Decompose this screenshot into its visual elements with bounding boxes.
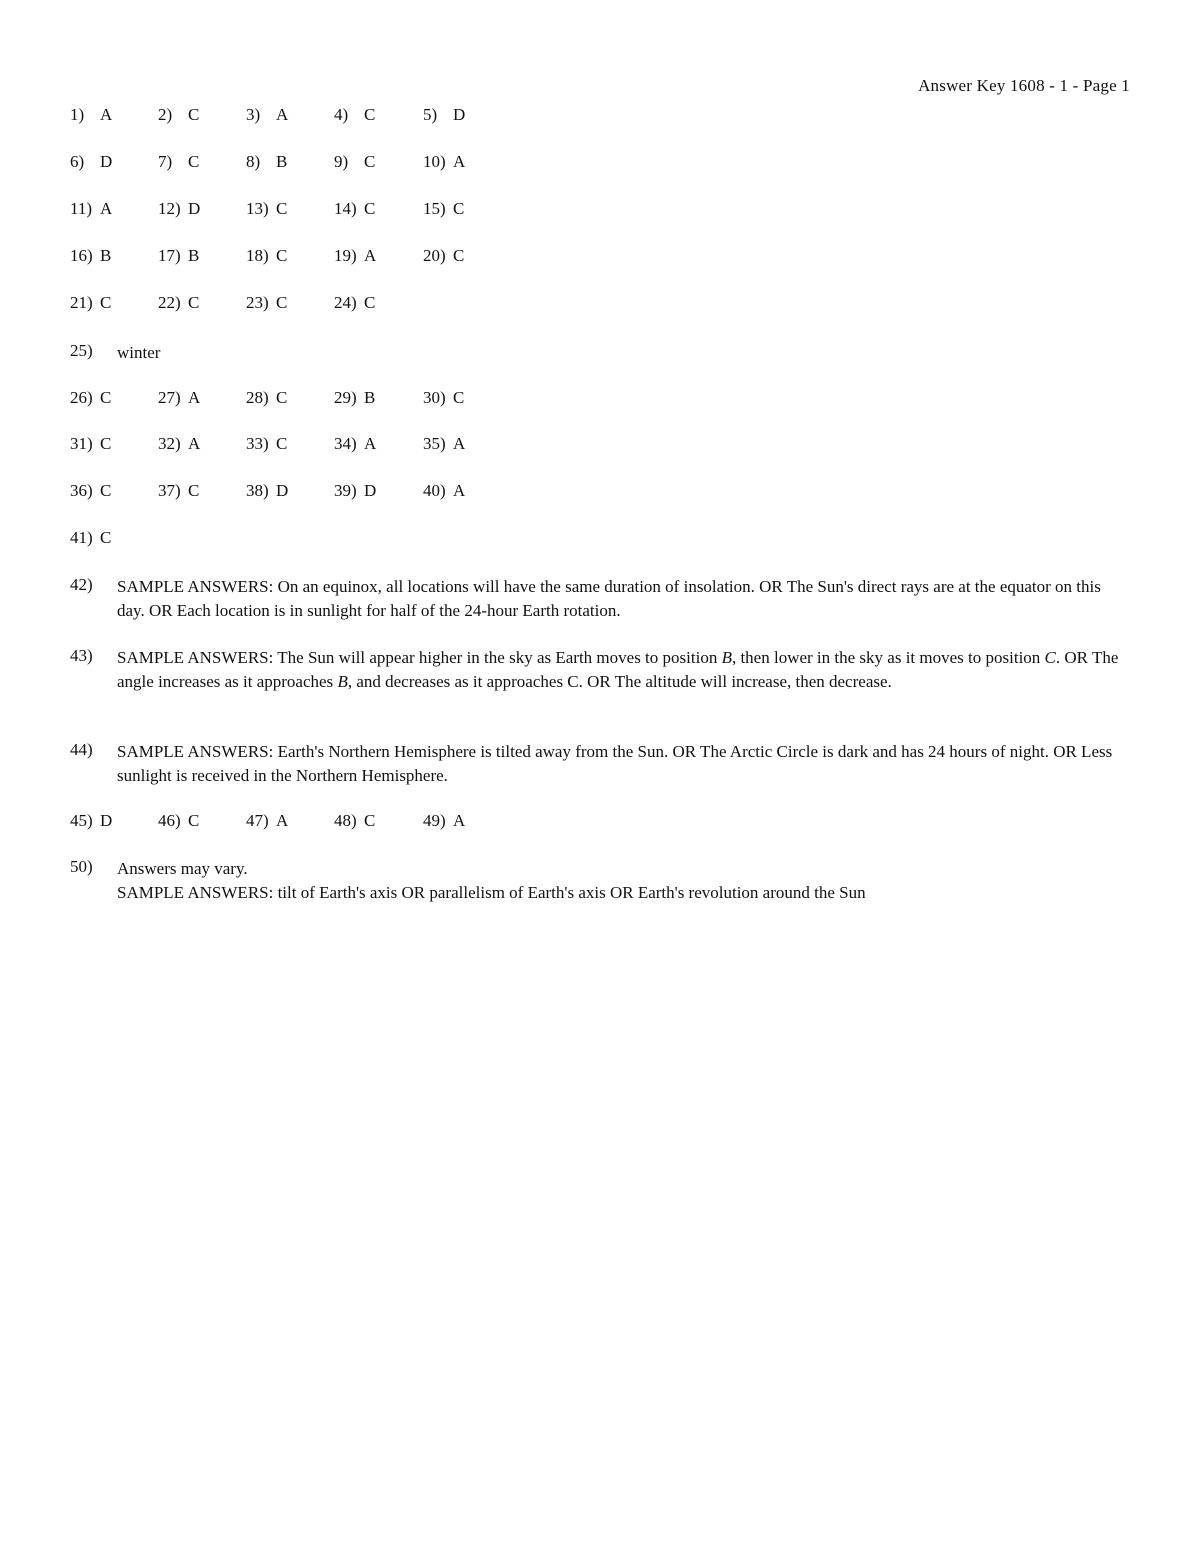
answer-text: Answers may vary.: [117, 859, 248, 878]
answer-cell: [423, 152, 465, 172]
answer-letter: C: [364, 199, 376, 218]
answer-cell: [334, 246, 376, 266]
answer-cell: [70, 293, 111, 313]
answer-letter: B: [188, 246, 200, 265]
answer-letter: C: [453, 246, 465, 265]
question-number: 45): [70, 811, 93, 830]
question-number: 25): [70, 341, 93, 360]
answer-letter: C: [188, 811, 200, 830]
question-number: 48): [334, 811, 357, 830]
answer-letter: B: [364, 388, 376, 407]
answer-text: [117, 646, 1130, 694]
question-number: 29): [334, 388, 357, 407]
question-number: 44): [70, 740, 93, 759]
answer-cell: [246, 105, 288, 125]
answer-letter: A: [276, 105, 289, 124]
question-number: 31): [70, 434, 93, 453]
question-number: 38): [246, 481, 269, 500]
page-header: Answer Key 1608 - 1 - Page 1: [918, 76, 1130, 95]
answer-letter: C: [364, 105, 376, 124]
question-number: 6): [70, 152, 85, 171]
question-number: 18): [246, 246, 269, 265]
question-number: 40): [423, 481, 446, 500]
answer-cell: [423, 199, 464, 219]
answer-text: winter: [117, 343, 161, 362]
answer-cell: [246, 246, 287, 266]
answer-letter: C: [364, 293, 376, 312]
answer-cell: [158, 246, 199, 266]
answer-letter: D: [188, 199, 201, 218]
answer-cell: [70, 388, 111, 408]
answer-cell: [158, 434, 200, 454]
answer-cell: [423, 481, 465, 501]
question-number: 7): [158, 152, 173, 171]
answer-letter: A: [364, 246, 377, 265]
question-number: 49): [423, 811, 446, 830]
answer-letter: C: [188, 481, 200, 500]
answer-letter: C: [100, 434, 112, 453]
answer-letter: D: [276, 481, 289, 500]
answer-cell: [246, 434, 287, 454]
question-number: 47): [246, 811, 269, 830]
answer-letter: B: [276, 152, 288, 171]
answer-letter: C: [453, 388, 465, 407]
question-number: 24): [334, 293, 357, 312]
answer-cell: [70, 528, 111, 548]
question-number: 39): [334, 481, 357, 500]
answer-letter: A: [364, 434, 377, 453]
question-number: 14): [334, 199, 357, 218]
question-number: 36): [70, 481, 93, 500]
answer-letter: C: [100, 528, 112, 547]
answer-cell: [70, 246, 111, 266]
answer-cell: [158, 388, 200, 408]
question-number: 22): [158, 293, 181, 312]
answer-letter: C: [276, 388, 288, 407]
answer-letter: D: [364, 481, 377, 500]
question-number: 11): [70, 199, 93, 218]
answer-letter: A: [276, 811, 289, 830]
answer-letter: A: [100, 105, 113, 124]
text-part: , and decreases as it approaches C. OR The altitude will increase, then decrease.: [347, 672, 892, 691]
answer-cell: [158, 293, 199, 313]
question-number: 10): [423, 152, 446, 171]
answer-letter: D: [100, 811, 113, 830]
text-part: SAMPLE ANSWERS: The Sun will appear higher in the sky as Earth moves to position: [117, 648, 722, 667]
question-number: 26): [70, 388, 93, 407]
answer-letter: A: [453, 811, 466, 830]
answer-cell: [158, 481, 199, 501]
answer-cell: [246, 199, 287, 219]
answer-letter: A: [188, 388, 201, 407]
answer-letter: C: [276, 246, 288, 265]
answer-letter: C: [276, 293, 288, 312]
answer-cell: [246, 293, 287, 313]
question-number: 20): [423, 246, 446, 265]
answer-letter: C: [276, 199, 288, 218]
answer-cell: [334, 105, 375, 125]
question-number: 35): [423, 434, 446, 453]
answer-letter: C: [364, 152, 376, 171]
answer-cell: [158, 152, 199, 172]
question-number: 28): [246, 388, 269, 407]
answer-cell: [423, 434, 465, 454]
question-number: 4): [334, 105, 349, 124]
answer-cell: [70, 152, 112, 172]
answer-letter: C: [364, 811, 376, 830]
answer-letter: A: [453, 481, 466, 500]
question-number: 30): [423, 388, 446, 407]
answer-letter: C: [188, 152, 200, 171]
answer-cell: [334, 293, 375, 313]
answer-cell: [70, 811, 112, 831]
answer-cell: [70, 481, 111, 501]
position-label: B: [721, 648, 732, 667]
question-number: 37): [158, 481, 181, 500]
question-number: 21): [70, 293, 93, 312]
answer-letter: A: [100, 199, 113, 218]
answer-cell: [423, 388, 464, 408]
answer-cell: [423, 246, 464, 266]
answer-letter: A: [188, 434, 201, 453]
answer-text: SAMPLE ANSWERS: tilt of Earth's axis OR parallelism of Earth's axis OR Earth's revolution around the Sun: [117, 883, 866, 902]
question-number: 33): [246, 434, 269, 453]
question-number: 32): [158, 434, 181, 453]
text-part: . OR The angle increases as it approaches: [117, 648, 1119, 691]
answer-cell: [334, 388, 375, 408]
question-number: 27): [158, 388, 181, 407]
answer-cell: [423, 105, 465, 125]
question-number: 3): [246, 105, 261, 124]
answer-letter: D: [100, 152, 113, 171]
answer-letter: C: [100, 293, 112, 312]
text-part: , then lower in the sky as it moves to position: [731, 648, 1045, 667]
answer-letter: A: [453, 434, 466, 453]
answer-cell: [246, 152, 287, 172]
answer-cell: [158, 811, 199, 831]
question-number: 15): [423, 199, 446, 218]
answer-letter: D: [453, 105, 466, 124]
answer-cell: [70, 199, 112, 219]
answer-cell: [246, 388, 287, 408]
answer-text: SAMPLE ANSWERS: On an equinox, all locations will have the same duration of insolation. OR The Sun's direct rays are at the equator on this day. OR Each location is in sunlight for half of the 24-hour Earth rotation.: [117, 577, 1101, 620]
answer-text: SAMPLE ANSWERS: Earth's Northern Hemisphere is tilted away from the Sun. OR The Arctic Circle is dark and has 24 hours of night. OR Less sunlight is received in the Northern Hemisphere.: [117, 742, 1113, 785]
question-number: 16): [70, 246, 93, 265]
answer-cell: [70, 105, 112, 125]
answer-cell: [334, 199, 375, 219]
question-number: 13): [246, 199, 269, 218]
answer-cell: [334, 434, 376, 454]
question-number: 12): [158, 199, 181, 218]
answer-letter: C: [100, 481, 112, 500]
answer-cell: [334, 481, 376, 501]
question-number: 50): [70, 857, 93, 876]
answer-cell: [246, 811, 288, 831]
answer-letter: C: [453, 199, 465, 218]
question-number: 9): [334, 152, 349, 171]
question-number: 1): [70, 105, 85, 124]
question-number: 42): [70, 575, 93, 594]
answer-letter: C: [188, 293, 200, 312]
question-number: 17): [158, 246, 181, 265]
answer-cell: [334, 811, 375, 831]
position-label: B: [337, 672, 348, 691]
answer-letter: B: [100, 246, 112, 265]
answer-letter: C: [100, 388, 112, 407]
answer-cell: [334, 152, 375, 172]
question-number: 8): [246, 152, 261, 171]
question-number: 19): [334, 246, 357, 265]
question-number: 23): [246, 293, 269, 312]
position-label: C: [1044, 648, 1056, 667]
answer-cell: [70, 434, 111, 454]
answer-letter: C: [188, 105, 200, 124]
question-number: 5): [423, 105, 438, 124]
question-number: 41): [70, 528, 93, 547]
answer-letter: C: [276, 434, 288, 453]
answer-cell: [246, 481, 288, 501]
question-number: 2): [158, 105, 173, 124]
answer-cell: [158, 199, 200, 219]
question-number: 34): [334, 434, 357, 453]
question-number: 43): [70, 646, 93, 665]
question-number: 46): [158, 811, 181, 830]
answer-letter: A: [453, 152, 466, 171]
answer-cell: [158, 105, 199, 125]
answer-cell: [423, 811, 465, 831]
